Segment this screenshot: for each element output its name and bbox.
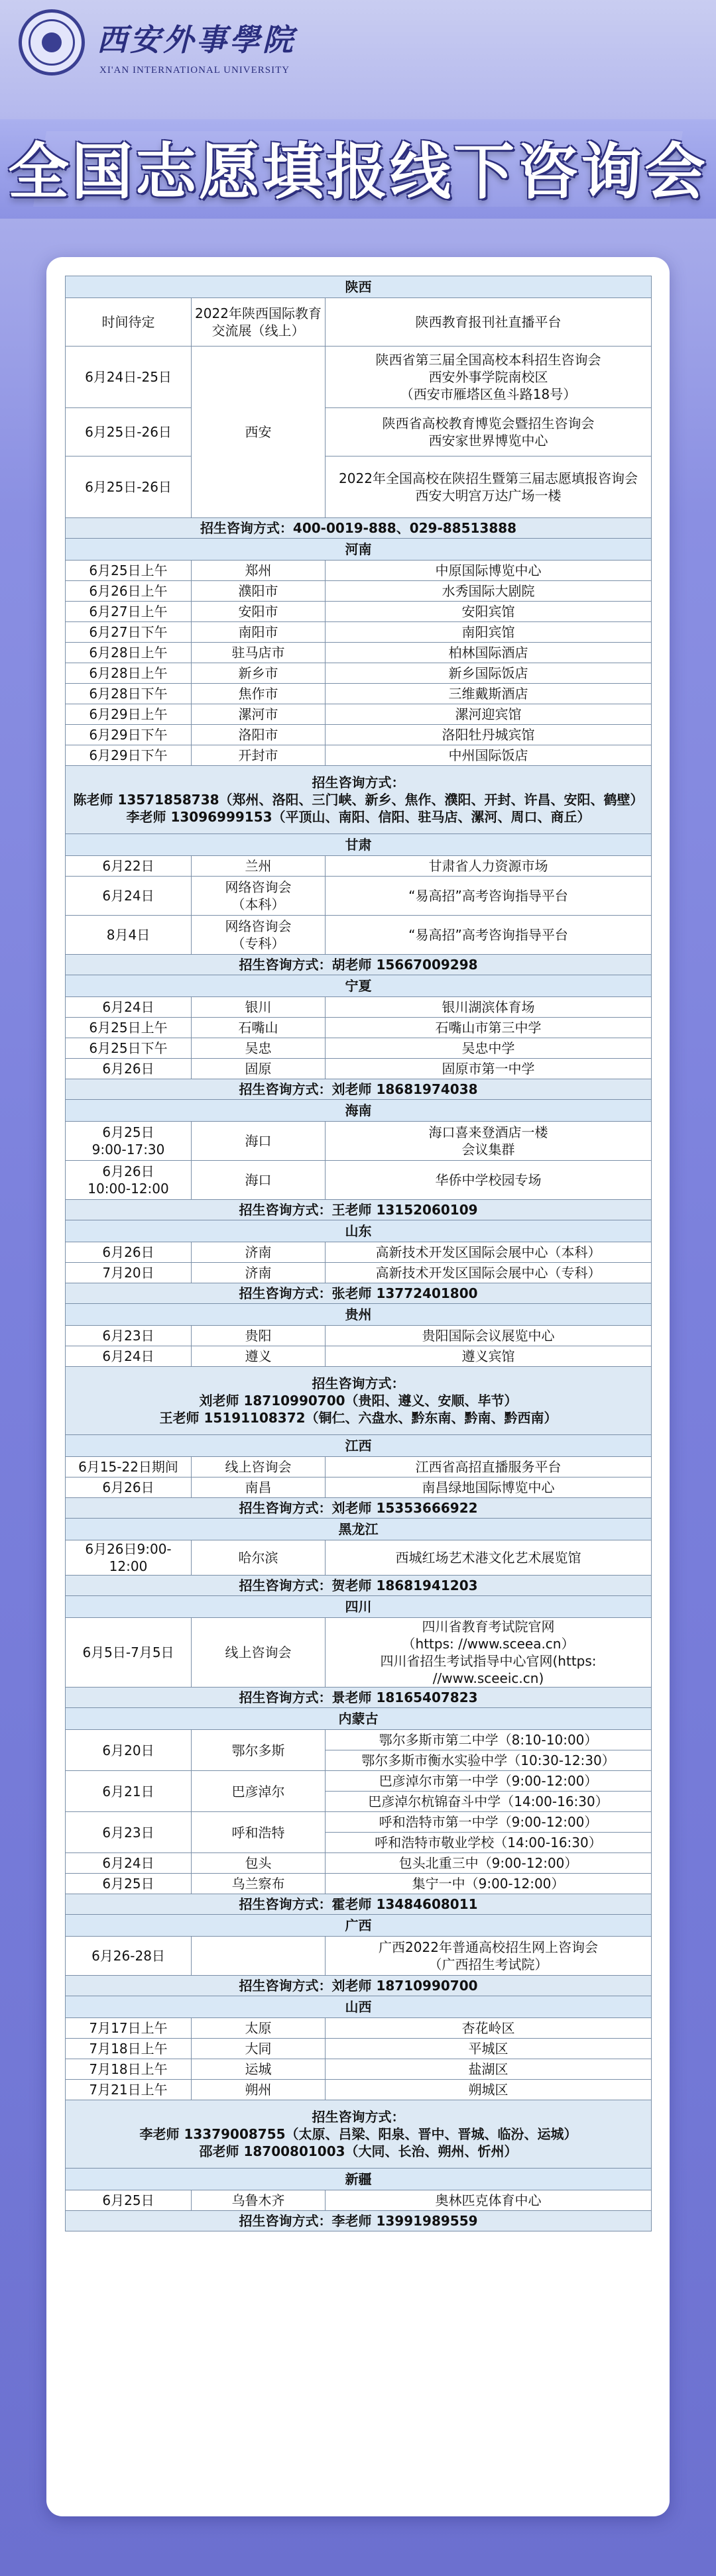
event-city: 海口 (192, 1122, 326, 1161)
province-header (66, 975, 652, 997)
event-date: 6月25日 9:00-17:30 (66, 1122, 192, 1161)
event-row (66, 1018, 652, 1038)
event-venue: 洛阳牡丹城宾馆 (326, 725, 652, 745)
consult-contact: 招生咨询方式： 李老师 13379008755（太原、吕梁、阳泉、晋中、晋城、临汾、运城） 邵老师 18700801003（大同、长治、朔州、忻州） (66, 2100, 652, 2169)
event-date: 6月26-28日 (66, 1937, 192, 1976)
event-city: 济南 (192, 1242, 326, 1263)
consult-contact: 招生咨询方式：王老师 13152060109 (66, 1200, 652, 1220)
event-venue: 广西2022年普通高校招生网上咨询会 （广西招生考试院） (326, 1937, 652, 1976)
event-city: 兰州 (192, 856, 326, 877)
province-header (66, 1519, 652, 1540)
consult-contact: 招生咨询方式：刘老师 18710990700 (66, 1976, 652, 1996)
event-row (66, 1326, 652, 1346)
event-date: 6月24日 (66, 997, 192, 1018)
event-city: 济南 (192, 1263, 326, 1283)
event-row (66, 997, 652, 1018)
consult-row (66, 1498, 652, 1519)
event-venue: 包头北重三中（9:00-12:00） (326, 1853, 652, 1874)
event-city: 巴彦淖尔 (192, 1771, 326, 1812)
province-name: 江西 (66, 1435, 652, 1457)
consult-row (66, 1283, 652, 1304)
event-city: 开封市 (192, 745, 326, 766)
consult-row (66, 2211, 652, 2231)
event-venue: 陕西省高校教育博览会暨招生咨询会 西安家世界博览中心 (326, 408, 652, 456)
event-date: 6月24日-25日 (66, 347, 192, 408)
event-date: 7月18日上午 (66, 2059, 192, 2080)
consult-contact: 招生咨询方式：刘老师 18681974038 (66, 1079, 652, 1100)
event-city: 海口 (192, 1161, 326, 1200)
event-row (66, 916, 652, 955)
event-city: 哈尔滨 (192, 1540, 326, 1576)
event-city: 运城 (192, 2059, 326, 2080)
event-city: 2022年陕西国际教育交流展（线上） (192, 298, 326, 347)
province-header (66, 1435, 652, 1457)
event-venue: 遵义宾馆 (326, 1346, 652, 1367)
event-city: 贵阳 (192, 1326, 326, 1346)
event-venue: 陕西教育报刊社直播平台 (326, 298, 652, 347)
event-city: 大同 (192, 2039, 326, 2059)
event-venue: 高新技术开发区国际会展中心（专科） (326, 1263, 652, 1283)
event-venue: 固原市第一中学 (326, 1059, 652, 1079)
province-header (66, 1220, 652, 1242)
event-city: 乌兰察布 (192, 1874, 326, 1894)
consult-contact: 招生咨询方式： 刘老师 18710990700（贵阳、遵义、安顺、毕节） 王老师 15191108372（铜仁、六盘水、黔东南、黔南、黔西南） (66, 1367, 652, 1435)
page-title: 全国志愿填报线下咨询会 (7, 136, 708, 207)
consult-row (66, 766, 652, 834)
event-date: 6月25日下午 (66, 1038, 192, 1059)
event-date: 6月28日上午 (66, 643, 192, 663)
consult-row (66, 1688, 652, 1708)
consult-row (66, 1367, 652, 1435)
event-city: 线上咨询会 (192, 1618, 326, 1688)
province-name: 贵州 (66, 1304, 652, 1326)
consult-contact: 招生咨询方式：李老师 13991989559 (66, 2211, 652, 2231)
event-venue: 呼和浩特市敬业学校（14:00-16:30） (326, 1833, 652, 1853)
consult-contact: 招生咨询方式：400-0019-888、029-88513888 (66, 518, 652, 539)
event-date: 6月26日 (66, 1059, 192, 1079)
event-date: 6月15-22日期间 (66, 1457, 192, 1477)
event-venue: 鄂尔多斯市第二中学（8:10-10:00） (326, 1730, 652, 1750)
event-city: 呼和浩特 (192, 1812, 326, 1853)
event-row (66, 1812, 652, 1833)
province-header (66, 1996, 652, 2018)
event-venue: 盐湖区 (326, 2059, 652, 2080)
event-date: 7月20日 (66, 1263, 192, 1283)
consult-row (66, 2100, 652, 2169)
event-venue: 集宁一中（9:00-12:00） (326, 1874, 652, 1894)
event-row (66, 2080, 652, 2100)
event-venue: 中州国际饭店 (326, 745, 652, 766)
event-date: 6月25日-26日 (66, 408, 192, 456)
event-row (66, 408, 652, 456)
province-name: 四川 (66, 1596, 652, 1618)
event-row (66, 2059, 652, 2080)
event-city: 郑州 (192, 561, 326, 581)
schedule-table (65, 276, 652, 2231)
event-venue: 高新技术开发区国际会展中心（本科） (326, 1242, 652, 1263)
event-city: 驻马店市 (192, 643, 326, 663)
consult-row (66, 1079, 652, 1100)
event-date: 6月23日 (66, 1326, 192, 1346)
event-venue: 银川湖滨体育场 (326, 997, 652, 1018)
event-row (66, 1242, 652, 1263)
province-name: 黑龙江 (66, 1519, 652, 1540)
event-city: 吴忠 (192, 1038, 326, 1059)
event-venue: 陕西省第三届全国高校本科招生咨询会 西安外事学院南校区 （西安市雁塔区鱼斗路18号） (326, 347, 652, 408)
event-row (66, 1937, 652, 1976)
event-venue: 柏林国际酒店 (326, 643, 652, 663)
event-row (66, 1122, 652, 1161)
event-venue: 2022年全国高校在陕招生暨第三届志愿填报咨询会 西安大明宫万达广场一楼 (326, 456, 652, 518)
event-date: 8月4日 (66, 916, 192, 955)
event-row (66, 347, 652, 408)
event-date: 6月24日 (66, 1346, 192, 1367)
province-name: 甘肃 (66, 834, 652, 856)
event-date: 6月26日 10:00-12:00 (66, 1161, 192, 1200)
event-row (66, 1059, 652, 1079)
event-row (66, 1540, 652, 1576)
event-venue: 华侨中学校园专场 (326, 1161, 652, 1200)
province-name: 内蒙古 (66, 1708, 652, 1730)
consult-row (66, 1576, 652, 1596)
event-date: 6月25日 (66, 2190, 192, 2211)
event-row (66, 663, 652, 684)
consult-row (66, 1200, 652, 1220)
consult-row (66, 518, 652, 539)
event-row (66, 1161, 652, 1200)
event-venue: 杏花岭区 (326, 2018, 652, 2039)
province-name: 海南 (66, 1100, 652, 1122)
event-row (66, 643, 652, 663)
school-name-cn: 西安外事學院 (97, 22, 296, 58)
event-row (66, 561, 652, 581)
event-date: 6月21日 (66, 1771, 192, 1812)
event-row (66, 1730, 652, 1750)
consult-row (66, 955, 652, 975)
event-city: 鄂尔多斯 (192, 1730, 326, 1771)
province-header (66, 1915, 652, 1937)
schedule-card (46, 257, 670, 2516)
event-date: 6月29日下午 (66, 725, 192, 745)
event-date: 6月26日9:00-12:00 (66, 1540, 192, 1576)
event-city: 网络咨询会 （专科） (192, 916, 326, 955)
event-city: 洛阳市 (192, 725, 326, 745)
event-row (66, 856, 652, 877)
event-row (66, 456, 652, 518)
event-date: 6月23日 (66, 1812, 192, 1853)
event-date: 6月26日 (66, 1477, 192, 1498)
province-name: 山西 (66, 1996, 652, 2018)
event-date: 6月29日上午 (66, 704, 192, 725)
province-header (66, 1708, 652, 1730)
event-venue: 吴忠中学 (326, 1038, 652, 1059)
province-name: 广西 (66, 1915, 652, 1937)
province-name: 宁夏 (66, 975, 652, 997)
event-row (66, 1263, 652, 1283)
event-city: 新乡市 (192, 663, 326, 684)
event-date: 时间待定 (66, 298, 192, 347)
province-header (66, 2169, 652, 2190)
event-row (66, 877, 652, 916)
event-venue: 贵阳国际会议展览中心 (326, 1326, 652, 1346)
consult-contact: 招生咨询方式：胡老师 15667009298 (66, 955, 652, 975)
event-date: 7月17日上午 (66, 2018, 192, 2039)
province-name: 新疆 (66, 2169, 652, 2190)
event-city: 石嘴山 (192, 1018, 326, 1038)
event-row (66, 581, 652, 602)
school-logo-seal-icon (19, 9, 85, 76)
event-date: 6月27日下午 (66, 622, 192, 643)
event-row (66, 684, 652, 704)
province-name: 陕西 (66, 276, 652, 298)
event-venue: 西城红场艺术港文化艺术展览馆 (326, 1540, 652, 1576)
event-city: 银川 (192, 997, 326, 1018)
event-row (66, 1346, 652, 1367)
event-city: 固原 (192, 1059, 326, 1079)
event-date: 6月25日 (66, 1874, 192, 1894)
consult-contact: 招生咨询方式：贺老师 18681941203 (66, 1576, 652, 1596)
event-date: 6月20日 (66, 1730, 192, 1771)
event-city: 焦作市 (192, 684, 326, 704)
event-row (66, 298, 652, 347)
event-venue: 中原国际博览中心 (326, 561, 652, 581)
event-date: 6月25日上午 (66, 561, 192, 581)
event-row (66, 1853, 652, 1874)
event-row (66, 745, 652, 766)
event-venue: 鄂尔多斯市衡水实验中学（10:30-12:30） (326, 1750, 652, 1771)
event-city: 朔州 (192, 2080, 326, 2100)
event-venue: 巴彦淖尔杭锦奋斗中学（14:00-16:30） (326, 1792, 652, 1812)
consult-contact: 招生咨询方式： 陈老师 13571858738（郑州、洛阳、三门峡、新乡、焦作、濮阳、开封、许昌、安阳、鹤壁） 李老师 13096999153（平顶山、南阳、信阳、驻马店、漯河、周口、商丘） (66, 766, 652, 834)
province-name: 河南 (66, 539, 652, 561)
province-header (66, 276, 652, 298)
province-header (66, 834, 652, 856)
event-venue: 奥林匹克体育中心 (326, 2190, 652, 2211)
event-city: 漯河市 (192, 704, 326, 725)
consult-contact: 招生咨询方式：刘老师 15353666922 (66, 1498, 652, 1519)
event-date: 6月5日-7月5日 (66, 1618, 192, 1688)
event-row (66, 725, 652, 745)
event-row (66, 1457, 652, 1477)
event-venue: 平城区 (326, 2039, 652, 2059)
province-header (66, 1100, 652, 1122)
event-date: 6月28日上午 (66, 663, 192, 684)
province-header (66, 1596, 652, 1618)
event-row (66, 2190, 652, 2211)
event-venue: 江西省高招直播服务平台 (326, 1457, 652, 1477)
event-row (66, 622, 652, 643)
event-city: 南昌 (192, 1477, 326, 1498)
event-city: 线上咨询会 (192, 1457, 326, 1477)
event-city: 太原 (192, 2018, 326, 2039)
event-row (66, 2039, 652, 2059)
event-row (66, 1618, 652, 1688)
event-date: 6月28日下午 (66, 684, 192, 704)
event-venue: 石嘴山市第三中学 (326, 1018, 652, 1038)
event-row (66, 704, 652, 725)
event-date: 6月26日上午 (66, 581, 192, 602)
header (0, 0, 716, 99)
event-venue: 漯河迎宾馆 (326, 704, 652, 725)
event-date: 6月22日 (66, 856, 192, 877)
event-venue: 海口喜来登酒店一楼 会议集群 (326, 1122, 652, 1161)
consult-contact: 招生咨询方式：张老师 13772401800 (66, 1283, 652, 1304)
event-row (66, 2018, 652, 2039)
event-city: 安阳市 (192, 602, 326, 622)
event-row (66, 1038, 652, 1059)
event-date: 6月29日下午 (66, 745, 192, 766)
consult-row (66, 1894, 652, 1915)
province-header (66, 539, 652, 561)
event-venue: “易高招”高考咨询指导平台 (326, 916, 652, 955)
event-date: 6月27日上午 (66, 602, 192, 622)
event-city: 南阳市 (192, 622, 326, 643)
event-city: 遵义 (192, 1346, 326, 1367)
event-venue: 三维戴斯酒店 (326, 684, 652, 704)
event-date: 6月24日 (66, 1853, 192, 1874)
event-venue: 水秀国际大剧院 (326, 581, 652, 602)
event-venue: 呼和浩特市第一中学（9:00-12:00） (326, 1812, 652, 1833)
event-city: 西安 (192, 347, 326, 518)
province-header (66, 1304, 652, 1326)
event-venue: 甘肃省人力资源市场 (326, 856, 652, 877)
event-city (192, 1937, 326, 1976)
event-venue: 四川省教育考试院官网 （https: //www.sceea.cn） 四川省招生考试指导中心官网(https: //www.sceeic.cn) (326, 1618, 652, 1688)
event-city: 乌鲁木齐 (192, 2190, 326, 2211)
event-date: 6月25日-26日 (66, 456, 192, 518)
event-venue: 南阳宾馆 (326, 622, 652, 643)
consult-row (66, 1976, 652, 1996)
event-venue: 朔城区 (326, 2080, 652, 2100)
event-venue: 安阳宾馆 (326, 602, 652, 622)
event-row (66, 602, 652, 622)
event-venue: “易高招”高考咨询指导平台 (326, 877, 652, 916)
event-date: 6月26日 (66, 1242, 192, 1263)
event-date: 7月18日上午 (66, 2039, 192, 2059)
event-row (66, 1874, 652, 1894)
event-city: 包头 (192, 1853, 326, 1874)
event-date: 6月25日上午 (66, 1018, 192, 1038)
school-name-en: XI'AN INTERNATIONAL UNIVERSITY (99, 65, 290, 76)
event-city: 网络咨询会 （本科） (192, 877, 326, 916)
province-name: 山东 (66, 1220, 652, 1242)
event-city: 濮阳市 (192, 581, 326, 602)
consult-contact: 招生咨询方式：景老师 18165407823 (66, 1688, 652, 1708)
event-venue: 新乡国际饭店 (326, 663, 652, 684)
event-date: 7月21日上午 (66, 2080, 192, 2100)
event-row (66, 1477, 652, 1498)
consult-contact: 招生咨询方式：霍老师 13484608011 (66, 1894, 652, 1915)
event-venue: 巴彦淖尔市第一中学（9:00-12:00） (326, 1771, 652, 1792)
event-row (66, 1771, 652, 1792)
event-venue: 南昌绿地国际博览中心 (326, 1477, 652, 1498)
event-date: 6月24日 (66, 877, 192, 916)
